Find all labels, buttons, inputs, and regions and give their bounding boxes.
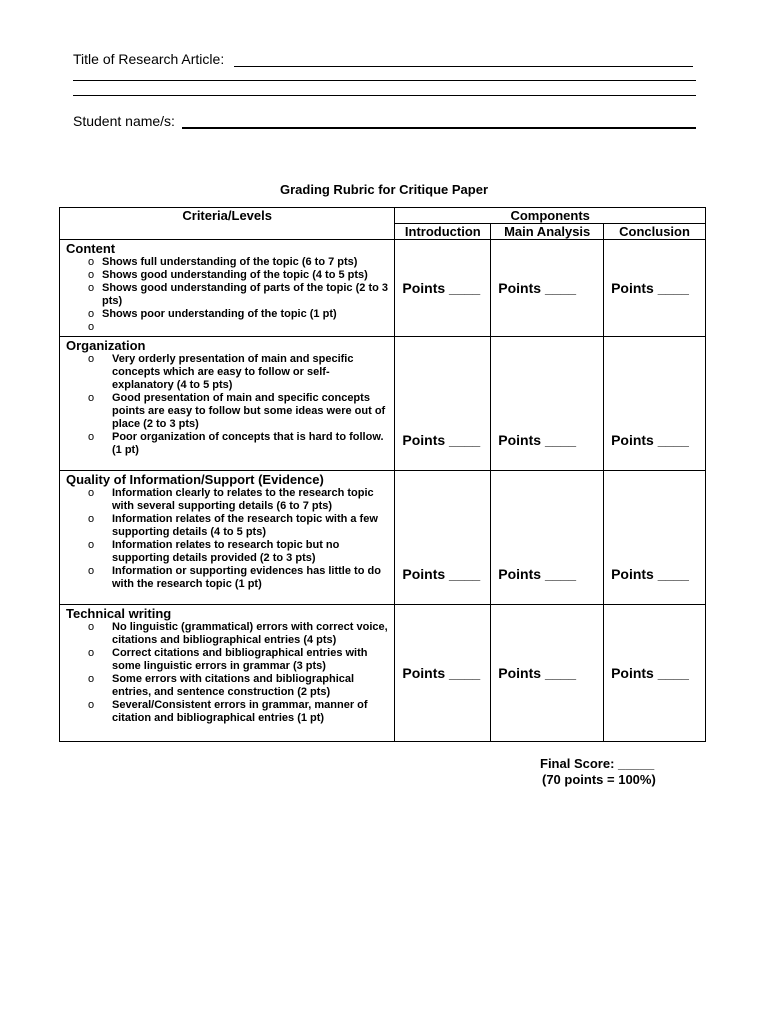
criteria-item-text: No linguistic (grammatical) errors with correct voice, citations and bibliographical entries (4 pts) [112, 621, 388, 646]
criteria-item [60, 256, 390, 269]
criteria-item [60, 539, 390, 565]
criteria-item [60, 673, 390, 699]
bullet-icon: o [88, 431, 95, 443]
bullet-icon: o [88, 392, 95, 404]
criteria-item [60, 269, 390, 282]
student-field-label: Student name/s: [73, 113, 175, 129]
points-field-conclusion[interactable]: Points ____ [604, 240, 706, 337]
points-field-conclusion[interactable]: Points ____ [604, 605, 706, 742]
criteria-item-text: Poor organization of concepts that is hard to follow. (1 pt) [112, 431, 384, 456]
criteria-item [60, 392, 390, 431]
bullet-icon: o [88, 699, 95, 711]
criteria-item [60, 487, 390, 513]
bullet-icon: o [88, 321, 95, 333]
criteria-item [60, 699, 390, 725]
bullet-icon: o [88, 673, 95, 685]
criteria-item-text: Shows good understanding of parts of the topic (2 to 3 pts) [102, 282, 388, 307]
points-field-main-analysis[interactable]: Points ____ [491, 240, 604, 337]
points-field-main-analysis[interactable]: Points ____ [491, 471, 604, 605]
bullet-icon: o [88, 308, 95, 320]
bullet-icon: o [88, 539, 95, 551]
points-field-introduction[interactable]: Points ____ [395, 471, 491, 605]
title-input-line-3[interactable] [73, 95, 696, 96]
title-input-line[interactable] [234, 66, 693, 67]
points-field-conclusion[interactable]: Points ____ [604, 337, 706, 471]
bullet-icon: o [88, 487, 95, 499]
bullet-icon: o [88, 621, 95, 633]
components-header: Components [395, 208, 706, 224]
bullet-icon: o [88, 647, 95, 659]
scale-note: (70 points = 100%) [542, 772, 656, 787]
points-field-introduction[interactable]: Points ____ [395, 605, 491, 742]
criteria-item [60, 282, 390, 308]
criteria-item-text: Several/Consistent errors in grammar, manner of citation and bibliographical entries (1 pt) [112, 699, 368, 724]
criteria-header: Criteria/Levels [60, 208, 395, 240]
criteria-item-text: Some errors with citations and bibliographical entries, and sentence construction (2 pts) [112, 673, 355, 698]
bullet-icon: o [88, 269, 95, 281]
criteria-item [60, 565, 390, 591]
criteria-item-text: Shows full understanding of the topic (6 to 7 pts) [102, 256, 358, 268]
criteria-title: Quality of Information/Support (Evidence) [66, 472, 324, 487]
final-score-block [540, 756, 720, 788]
criteria-item-text: Information relates to research topic but no supporting details provided (2 to 3 pts) [112, 539, 340, 564]
bullet-icon: o [88, 513, 95, 525]
criteria-title: Organization [66, 338, 146, 353]
criteria-item [60, 647, 390, 673]
criteria-item [60, 513, 390, 539]
criteria-title: Content [66, 241, 116, 256]
criteria-item [60, 431, 390, 457]
points-field-main-analysis[interactable]: Points ____ [491, 337, 604, 471]
points-field-main-analysis[interactable]: Points ____ [491, 605, 604, 742]
points-field-conclusion[interactable]: Points ____ [604, 471, 706, 605]
title-input-line-2[interactable] [73, 80, 696, 81]
bullet-icon: o [88, 282, 95, 294]
points-field-introduction[interactable]: Points ____ [395, 240, 491, 337]
criteria-title: Technical writing [66, 606, 172, 621]
criteria-row-quality [60, 471, 706, 605]
criteria-item-text: Correct citations and bibliographical entries with some linguistic errors in grammar (3 pts) [112, 647, 368, 672]
bullet-icon: o [88, 353, 95, 365]
column-header-conclusion: Conclusion [604, 224, 706, 240]
column-header-introduction: Introduction [395, 224, 491, 240]
criteria-item [60, 308, 390, 321]
criteria-row-organization [60, 337, 706, 471]
criteria-item-text: Shows poor understanding of the topic (1 pt) [102, 308, 337, 320]
bullet-icon: o [88, 256, 95, 268]
criteria-item-text: Good presentation of main and specific concepts points are easy to follow but some ideas were out of place (2 to 3 pts) [112, 392, 386, 430]
column-header-main-analysis: Main Analysis [491, 224, 604, 240]
title-field-label: Title of Research Article: [73, 51, 225, 67]
points-field-introduction[interactable]: Points ____ [395, 337, 491, 471]
criteria-row-technical-writing [60, 605, 706, 742]
criteria-item-text: Information or supporting evidences has little to do with the research topic (1 pt) [112, 565, 381, 590]
criteria-item-text: Very orderly presentation of main and specific concepts which are easy to follow or self-explanatory (4 to 5 pts) [112, 353, 354, 391]
rubric-table [59, 207, 706, 742]
criteria-item-text: Information relates of the research topic with a few supporting details (4 to 5 pts) [112, 513, 378, 538]
final-score-label[interactable]: Final Score: _____ [540, 756, 655, 771]
criteria-row-content [60, 240, 706, 337]
criteria-item [60, 621, 390, 647]
student-input-line[interactable] [182, 127, 696, 129]
bullet-icon: o [88, 565, 95, 577]
criteria-item [60, 353, 390, 392]
criteria-item [60, 321, 390, 334]
criteria-item-text: Shows good understanding of the topic (4 to 5 pts) [102, 269, 368, 281]
rubric-title: Grading Rubric for Critique Paper [279, 182, 489, 197]
criteria-item-text: Information clearly to relates to the research topic with several supporting details (6 to 7 pts) [112, 487, 374, 512]
